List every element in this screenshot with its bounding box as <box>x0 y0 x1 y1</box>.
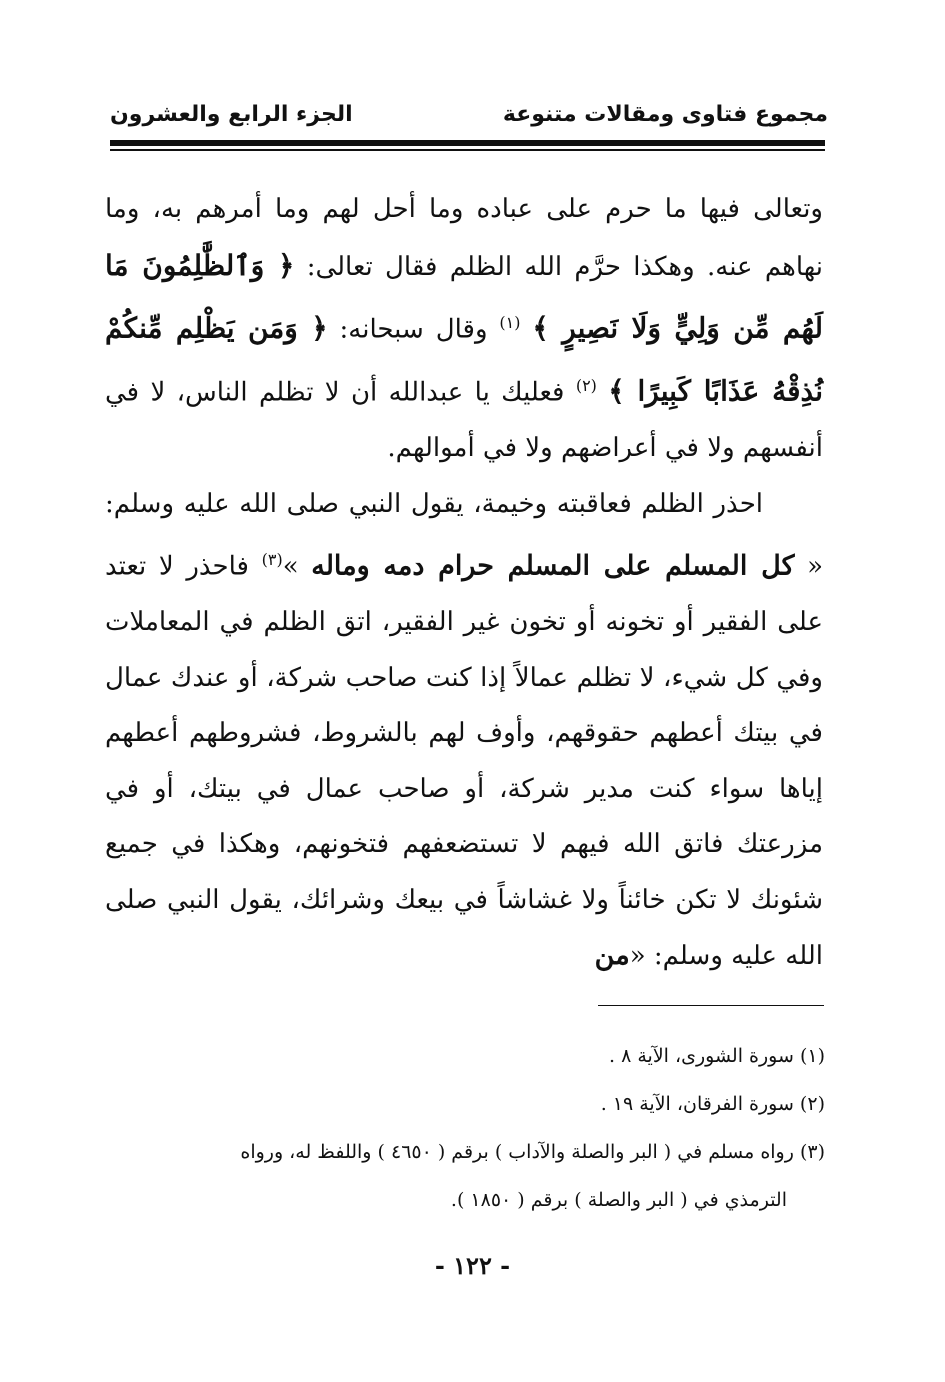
hadith-quote-1: كل المسلم على المسلم حرام دمه وماله <box>311 550 795 582</box>
p1-text-a: وتعالى فيها ما حرم على عباده وما أحل لهم وما أمرهم به، وما نهاهم عنه. وهكذا حرَّم الله الظلم فقال تعالى: <box>105 194 824 282</box>
header-rule-thick <box>110 140 825 146</box>
quran-verse-1: ﴿ وَٱلظَّٰلِمُونَ مَا لَهُم مِّن وَلِيٍّ وَلَا نَصِيرٍ ﴾ <box>105 248 823 345</box>
footnotes <box>110 1032 825 1224</box>
footnote-ref-1[interactable]: (١) <box>499 313 521 332</box>
hadith-quote-2-start: من <box>594 940 630 972</box>
footnote-3: (٣) رواه مسلم في ( البر والصلة والآداب ) برقم ( ٤٦٥٠ ) واللفظ له، ورواه <box>240 1141 825 1163</box>
p1-text-c: فعليك يا عبدالله أن لا تظلم الناس، لا في أنفسهم ولا في أعراضهم ولا في أموالهم. <box>105 377 823 464</box>
footnote-1: (١) سورة الشورى، الآية ٨ . <box>609 1045 825 1067</box>
footnote-2: (٢) سورة الفرقان، الآية ١٩ . <box>600 1093 825 1115</box>
volume-label: الجزء الرابع والعشرون <box>110 102 353 127</box>
book-title: مجموع فتاوى ومقالات متنوعة <box>502 102 828 127</box>
footnote-separator <box>598 1005 824 1006</box>
header-rule-thin <box>110 149 825 151</box>
page-number: - ١٢٢ - <box>434 1251 511 1280</box>
footnote-ref-3[interactable]: (٣) <box>261 550 283 570</box>
main-text <box>105 182 823 985</box>
p2-text-b: » <box>282 551 312 582</box>
paragraph-2 <box>105 477 823 985</box>
paragraph-1 <box>105 182 823 477</box>
p2-text-c: فاحذر لا تعتد على الفقير أو تخونه أو تخون غير الفقير، اتق الظلم في المعاملات وفي كل شيء، لا تظلم عمالاً إذا كنت صاحب شركة، أو عندك عمال في بيتك أعطهم حقوقهم، وأوف لهم بالشروط، فشروطهم أعطهم إياها سواء كنت مدير شركة، أو صاحب عمال في بيتك، أو في مزرعتك فاتق الله فيهم لا تستضعفهم فتخونهم، وهكذا في جميع شئونك لا تكن خائناً ولا غشاشاً في بيعك وشرائك، يقول النبي صلى الله عليه وسلم: « <box>105 551 823 972</box>
p2-text-a: احذر الظلم فعاقبته وخيمة، يقول النبي صلى الله عليه وسلم: « <box>105 488 823 582</box>
p1-text-b: وقال سبحانه: <box>327 314 500 345</box>
quran-verse-2: ﴿ وَمَن يَظْلِم مِّنكُمْ نُذِقْهُ عَذَابًا كَبِيرًا ﴾ <box>105 311 823 408</box>
footnote-3-continued: الترمذي في ( البر والصلة ) برقم ( ١٨٥٠ ). <box>450 1189 787 1211</box>
running-header <box>110 96 828 134</box>
footnote-ref-2[interactable]: (٢) <box>575 376 597 396</box>
